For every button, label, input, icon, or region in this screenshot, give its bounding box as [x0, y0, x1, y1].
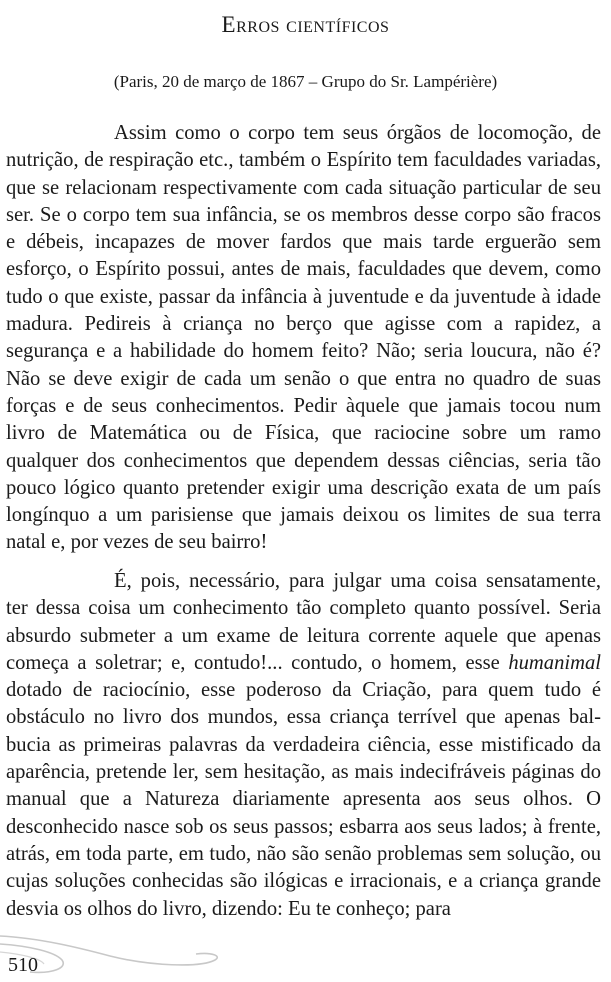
paragraph-1: Assim como o corpo tem seus órgãos de locomoção, de nutrição, de respiração etc., também o Espírito tem faculdades variadas, que se relacionam respectivamente com cada situação particular de seu ser. Se o corpo tem sua infância, se os membros desse corpo são fracos e débeis, incapazes de mover fardos que mais tarde erguerão sem esforço, o Espírito possui, antes de mais, faculdades que devem, como tudo o que existe, passar da infância à juventude e da juventude à idade madura. Pedireis à criança no berço que agisse com a rapidez, a segurança e a habilidade do homem feito? Não; seria loucura, não é? Não se deve exigir de cada um senão o que entra no quadro de suas forças e de seus conhecimentos. Pedir àquele que jamais tocou num livro de Matemática ou de Física, que raciocine sobre um ramo qualquer dos conhecimentos que dependem dessas ciências, seria tão pouco lógico quanto pretender exigir uma descrição exata de um país longínquo a um parisiense que jamais deixou os limites de sua terra natal e, por vezes de seu bairro! — [6, 122, 601, 554]
paragraph-2-text-end: dotado de raciocínio, esse poderoso da Criação, para quem tudo é obstáculo no livro dos mundos, essa criança terrível que apenas balbucia as primeiras palavras da verdadeira ciência, esse mistificado da aparência, pretende ler, sem hesitação, as mais indecifráveis páginas do manual que a Natureza diariamente apresenta aos seus olhos. O desconhecido nasce sob os seus passos; esbarra aos seus lados; à frente, atrás, em toda parte, em tudo, não são senão problemas sem solução, ou cujas soluções conhecidas são ilógicas e irracionais, e a criança grande desvia os olhos do livro, dizendo: Eu te conheço; para — [6, 679, 601, 920]
chapter-subtitle: (Paris, 20 de março de 1867 – Grupo do Sr. Lampérière) — [113, 72, 498, 91]
paragraph-2-italic-word: humanimal — [508, 651, 601, 674]
paragraph-2-text-start: É, pois, necessário, para julgar uma coisa sensatamente, ter dessa coisa um conhecimento tão completo quanto possível. Seria absurdo submeter a um exame de leitura corrente aquele que apenas começa a soletrar; e, contudo!... contudo, o homem, esse — [6, 570, 601, 674]
paragraph-2 — [6, 568, 601, 923]
page-number: 510 — [8, 954, 38, 976]
chapter-title: Erros científicos — [221, 12, 390, 37]
